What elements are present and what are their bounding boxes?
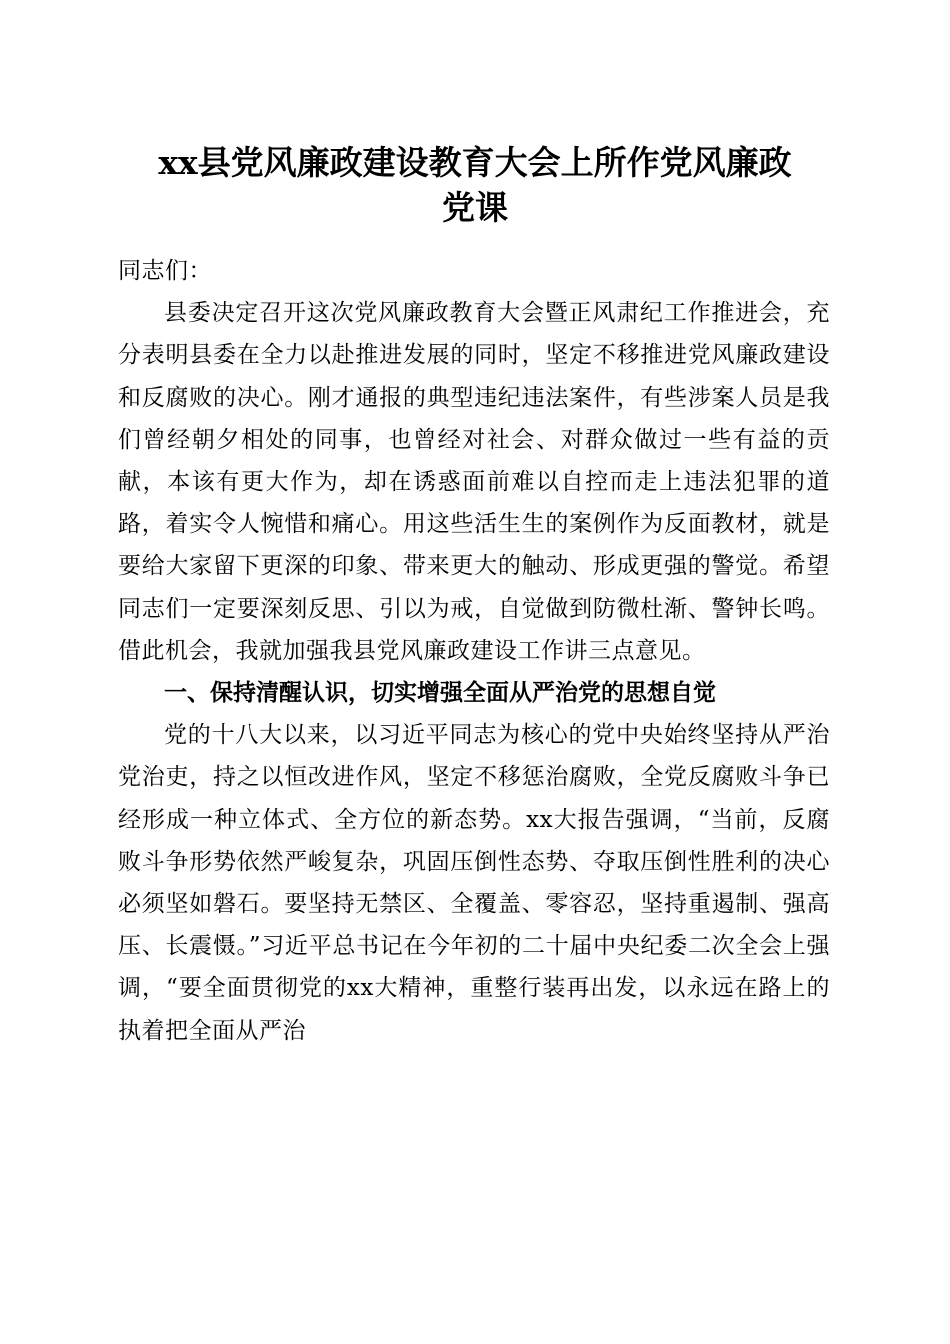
paragraph-section-1: 党的十八大以来，以习近平同志为核心的党中央始终坚持从严治党治吏，持之以恒改进作风，坚定不移惩治腐败，全党反腐败斗争已经形成一种立体式、全方位的新态势。xx大报告强调，“当前，反腐败斗争形势依然严峻复杂，巩固压倒性态势、夺取压倒性胜利的决心必须坚如磐石。要坚持无禁区、全覆盖、零容忍，坚持重遏制、强高压、长震慑。”习近平总书记在今年初的二十届中央纪委二次全会上强调，“要全面贯彻党的xx大精神，重整行装再出发，以永远在路上的执着把全面从严治 bbox=[118, 722, 830, 1044]
title-line-1: xx县党风廉政建设教育大会上所作党风廉政 bbox=[158, 143, 792, 182]
title-line-2: 党课 bbox=[442, 188, 508, 227]
document-body bbox=[118, 250, 830, 1052]
salutation: 同志们： bbox=[118, 258, 212, 284]
document-title bbox=[100, 140, 850, 230]
section-heading-1: 一、保持清醒认识，切实增强全面从严治党的思想自觉 bbox=[164, 680, 716, 707]
paragraph-intro: 县委决定召开这次党风廉政教育大会暨正风肃纪工作推进会，充分表明县委在全力以赴推进发展的同时，坚定不移推进党风廉政建设和反腐败的决心。刚才通报的典型违纪违法案件，有些涉案人员是我们曾经朝夕相处的同事，也曾经对社会、对群众做过一些有益的贡献，本该有更大作为，却在诱惑面前难以自控而走上违法犯罪的道路，着实令人惋惜和痛心。用这些活生生的案例作为反面教材，就是要给大家留下更深的印象、带来更大的触动、形成更强的警觉。希望同志们一定要深刻反思、引以为戒，自觉做到防微杜渐、警钟长鸣。借此机会，我就加强我县党风廉政建设工作讲三点意见。 bbox=[118, 300, 830, 664]
